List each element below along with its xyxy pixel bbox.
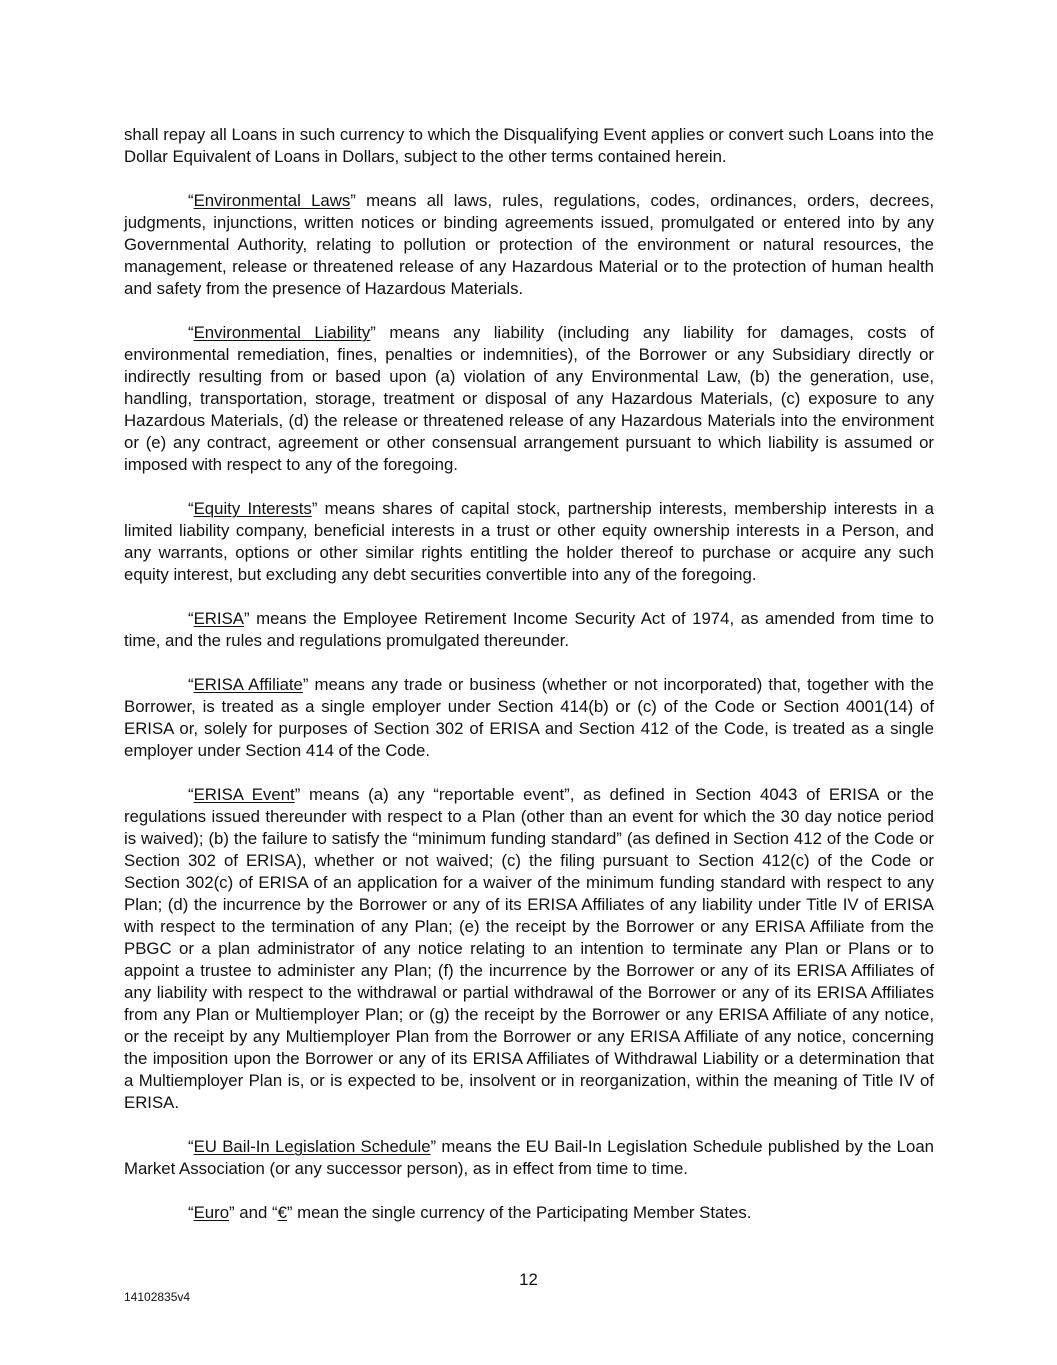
defined-term-euro: Euro bbox=[193, 1203, 230, 1222]
continuation-paragraph: shall repay all Loans in such currency to which the Disqualifying Event applies or convert such Loans into the Dollar Equivalent of Loans in Dollars, subject to the other terms contained herein. bbox=[124, 125, 934, 166]
open-quote: “ bbox=[188, 323, 194, 342]
open-quote: “ bbox=[188, 1203, 194, 1222]
definition-erisa-event bbox=[124, 784, 934, 1114]
defined-term: Equity Interests bbox=[193, 499, 312, 518]
open-quote: “ bbox=[188, 785, 194, 804]
body-text bbox=[124, 124, 934, 1246]
definition-text: ” means the EU Bail-In Legislation Schedule published by the Loan Market Association (or any successor person), as in effect from time to time. bbox=[124, 1137, 934, 1178]
defined-term: ERISA bbox=[193, 609, 244, 628]
definition-erisa bbox=[124, 608, 934, 652]
definition-text: ” means shares of capital stock, partnership interests, membership interests in a limited liability company, beneficial interests in a trust or other equity ownership interests in a Person, and any warrants, options or other similar rights entitling the holder thereof to purchase or acquire any such equity interest, but excluding any debt securities convertible into any of the foregoing. bbox=[124, 499, 934, 584]
definition-erisa-affiliate bbox=[124, 674, 934, 762]
definition-equity-interests bbox=[124, 498, 934, 586]
open-quote: “ bbox=[188, 1137, 194, 1156]
definition-environmental-laws bbox=[124, 190, 934, 300]
defined-term-euro-symbol: € bbox=[277, 1203, 287, 1222]
definition-text: ” means all laws, rules, regulations, codes, ordinances, orders, decrees, judgments, injunctions, written notices or binding agreements issued, promulgated or entered into by any Governmental Authority, relating to pollution or protection of the environment or natural resources, the management, release or threatened release of any Hazardous Material or to the protection of human health and safety from the presence of Hazardous Materials. bbox=[124, 191, 934, 298]
definition-text: ” means any liability (including any liability for damages, costs of environmental remediation, fines, penalties or indemnities), of the Borrower or any Subsidiary directly or indirectly resulting from or based upon (a) violation of any Environmental Law, (b) the generation, use, handling, transportation, storage, treatment or disposal of any Hazardous Materials, (c) exposure to any Hazardous Materials, (d) the release or threatened release of any Hazardous Materials into the environment or (e) any contract, agreement or other consensual arrangement pursuant to which liability is assumed or imposed with respect to any of the foregoing. bbox=[124, 323, 934, 474]
defined-term: Environmental Liability bbox=[193, 323, 371, 342]
definition-text: ” means (a) any “reportable event”, as defined in Section 4043 of ERISA or the regulations issued thereunder with respect to a Plan (other than an event for which the 30 day notice period is waived); (b) the failure to satisfy the “minimum funding standard” (as defined in Section 412 of the Code or Section 302 of ERISA), whether or not waived; (c) the filing pursuant to Section 412(c) of the Code or Section 302(c) of ERISA of an application for a waiver of the minimum funding standard with respect to any Plan; (d) the incurrence by the Borrower or any of its ERISA Affiliates of any liability under Title IV of ERISA with respect to the termination of any Plan; (e) the receipt by the Borrower or any ERISA Affiliate from the PBGC or a plan administrator of any notice relating to an intention to terminate any Plan or Plans or to appoint a trustee to administer any Plan; (f) the incurrence by the Borrower or any of its ERISA Affiliates of any liability with respect to the withdrawal or partial withdrawal of the Borrower or any of its ERISA Affiliates from any Plan or Multiemployer Plan; or (g) the receipt by the Borrower or any ERISA Affiliate of any notice, or the receipt by any Multiemployer Plan from the Borrower or any ERISA Affiliate of any notice, concerning the imposition upon the Borrower or any of its ERISA Affiliates of Withdrawal Liability or a determination that a Multiemployer Plan is, or is expected to be, insolvent or in reorganization, within the meaning of Title IV of ERISA. bbox=[124, 785, 935, 1112]
open-quote: “ bbox=[188, 675, 194, 694]
open-quote: “ bbox=[188, 499, 194, 518]
open-quote: “ bbox=[188, 609, 194, 628]
definition-environmental-liability bbox=[124, 322, 934, 476]
page-number: 12 bbox=[519, 1270, 538, 1289]
definition-euro bbox=[124, 1202, 934, 1224]
open-quote: “ bbox=[188, 191, 194, 210]
definition-text: ” mean the single currency of the Participating Member States. bbox=[286, 1203, 752, 1222]
defined-term: ERISA Affiliate bbox=[193, 675, 303, 694]
euro-connector: ” and “ bbox=[229, 1203, 278, 1222]
definition-eu-bail-in-legislation-schedule bbox=[124, 1136, 934, 1180]
defined-term: Environmental Laws bbox=[193, 191, 351, 210]
definition-text: ” means any trade or business (whether or not incorporated) that, together with the Borrower, is treated as a single employer under Section 414(b) or (c) of the Code or Section 4001(14) of ERISA or, solely for purposes of Section 302 of ERISA and Section 412 of the Code, is treated as a single employer under Section 414 of the Code. bbox=[124, 675, 935, 760]
document-id: 14102835v4 bbox=[124, 1290, 191, 1304]
defined-term: EU Bail-In Legislation Schedule bbox=[193, 1137, 431, 1156]
definition-text: ” means the Employee Retirement Income Security Act of 1974, as amended from time to time, and the rules and regulations promulgated thereunder. bbox=[124, 609, 934, 650]
defined-term: ERISA Event bbox=[193, 785, 295, 804]
